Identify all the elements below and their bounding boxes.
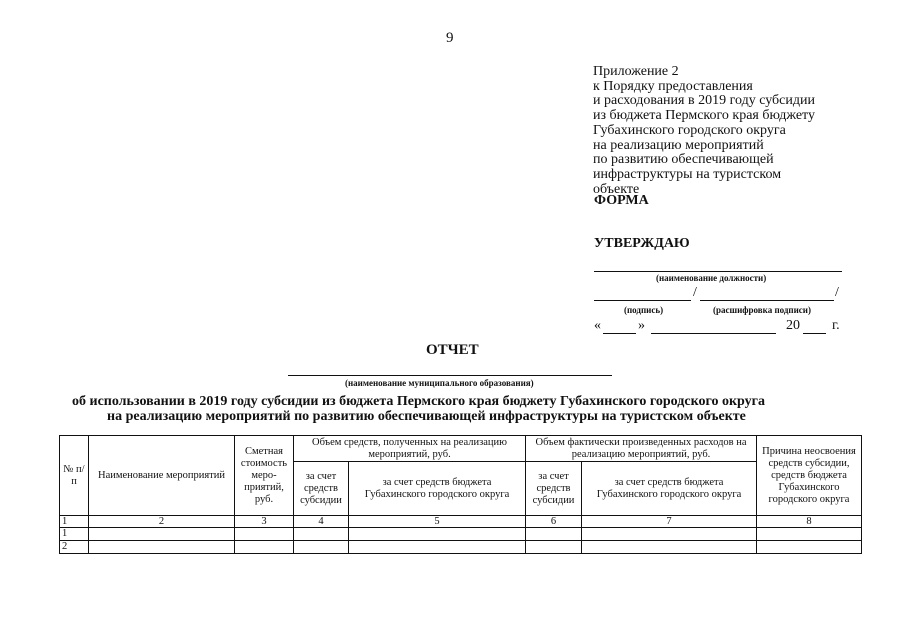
appendix-line: объекте [593, 181, 640, 197]
header-name: Наименование мероприятий [89, 436, 235, 516]
appendix-line: и расходования в 2019 году субсидии [593, 93, 815, 109]
row-number: 2 [60, 541, 89, 554]
signature-slash: / [693, 285, 697, 300]
column-number: 2 [89, 516, 235, 528]
date-year-prefix: 20 [786, 318, 800, 333]
header-received-group: Объем средств, полученных на реализацию мероприятий, руб. [294, 436, 526, 462]
position-line [594, 271, 842, 272]
table-row [60, 528, 862, 541]
municipality-line [288, 375, 612, 376]
table-cell[interactable] [526, 541, 582, 554]
appendix-line: по развитию обеспечивающей [593, 152, 774, 168]
table-cell[interactable] [582, 528, 757, 541]
column-number: 1 [60, 516, 89, 528]
column-number: 5 [349, 516, 526, 528]
date-day-line [603, 333, 636, 334]
table-row [60, 541, 862, 554]
table-cell[interactable] [294, 528, 349, 541]
table-cell[interactable] [89, 541, 235, 554]
appendix-line: на реализацию мероприятий [593, 137, 764, 153]
column-number: 7 [582, 516, 757, 528]
position-caption: (наименование должности) [656, 273, 767, 283]
date-close-quote: » [638, 318, 645, 333]
header-cost: Сметная стоимость меро-приятий, руб. [235, 436, 294, 516]
table-cell[interactable] [235, 528, 294, 541]
decoding-caption: (расшифровка подписи) [713, 305, 811, 315]
signature-end-slash: / [835, 285, 839, 300]
column-number: 6 [526, 516, 582, 528]
signature-line [594, 300, 691, 301]
table-cell[interactable] [349, 541, 526, 554]
header-spent-group: Объем фактически произведенных расходов на реализацию мероприятий, руб. [526, 436, 757, 462]
approve-label: УТВЕРЖДАЮ [594, 236, 690, 251]
table-cell[interactable] [89, 528, 235, 541]
header-subsidy-received: за счет средств субсидии [294, 462, 349, 516]
appendix-block [593, 65, 815, 197]
report-subtitle-line2: на реализацию мероприятий по развитию обеспечивающей инфраструктуры на туристском объекте [107, 409, 746, 424]
header-subsidy-spent: за счет средств субсидии [526, 462, 582, 516]
column-number: 3 [235, 516, 294, 528]
table-cell[interactable] [349, 528, 526, 541]
signature-caption: (подпись) [624, 305, 664, 315]
header-budget-spent: за счет средств бюджета Губахинского городского округа [582, 462, 757, 516]
date-year-suffix: г. [832, 318, 840, 333]
appendix-line: из бюджета Пермского края бюджету [593, 108, 815, 124]
row-number: 1 [60, 528, 89, 541]
table-cell[interactable] [757, 528, 862, 541]
form-label: ФОРМА [594, 193, 649, 208]
table-cell[interactable] [294, 541, 349, 554]
column-number: 4 [294, 516, 349, 528]
table-cell[interactable] [757, 541, 862, 554]
report-subtitle-line1: об использовании в 2019 году субсидии из бюджета Пермского края бюджету Губахинского городского округа [72, 394, 765, 409]
appendix-line: Приложение 2 [593, 64, 679, 79]
table-cell[interactable] [526, 528, 582, 541]
column-number: 8 [757, 516, 862, 528]
date-year-line [803, 333, 826, 334]
date-open-quote: « [594, 318, 601, 333]
appendix-line: инфраструктуры на туристском [593, 166, 782, 182]
report-title: ОТЧЕТ [426, 342, 479, 358]
header-reason: Причина неосвоения средств субсидии, средств бюджета Губахинского городского округа [757, 436, 862, 516]
header-num: № п/п [60, 436, 89, 516]
header-budget-received: за счет средств бюджета Губахинского городского округа [349, 462, 526, 516]
report-table [59, 435, 862, 554]
decoding-line [700, 300, 834, 301]
municipality-caption: (наименование муниципального образования) [345, 378, 534, 388]
table-cell[interactable] [235, 541, 294, 554]
appendix-line: к Порядку предоставления [593, 78, 753, 94]
date-month-line [651, 333, 776, 334]
table-cell[interactable] [582, 541, 757, 554]
appendix-line: Губахинского городского округа [593, 122, 786, 138]
page-number: 9 [446, 30, 454, 46]
